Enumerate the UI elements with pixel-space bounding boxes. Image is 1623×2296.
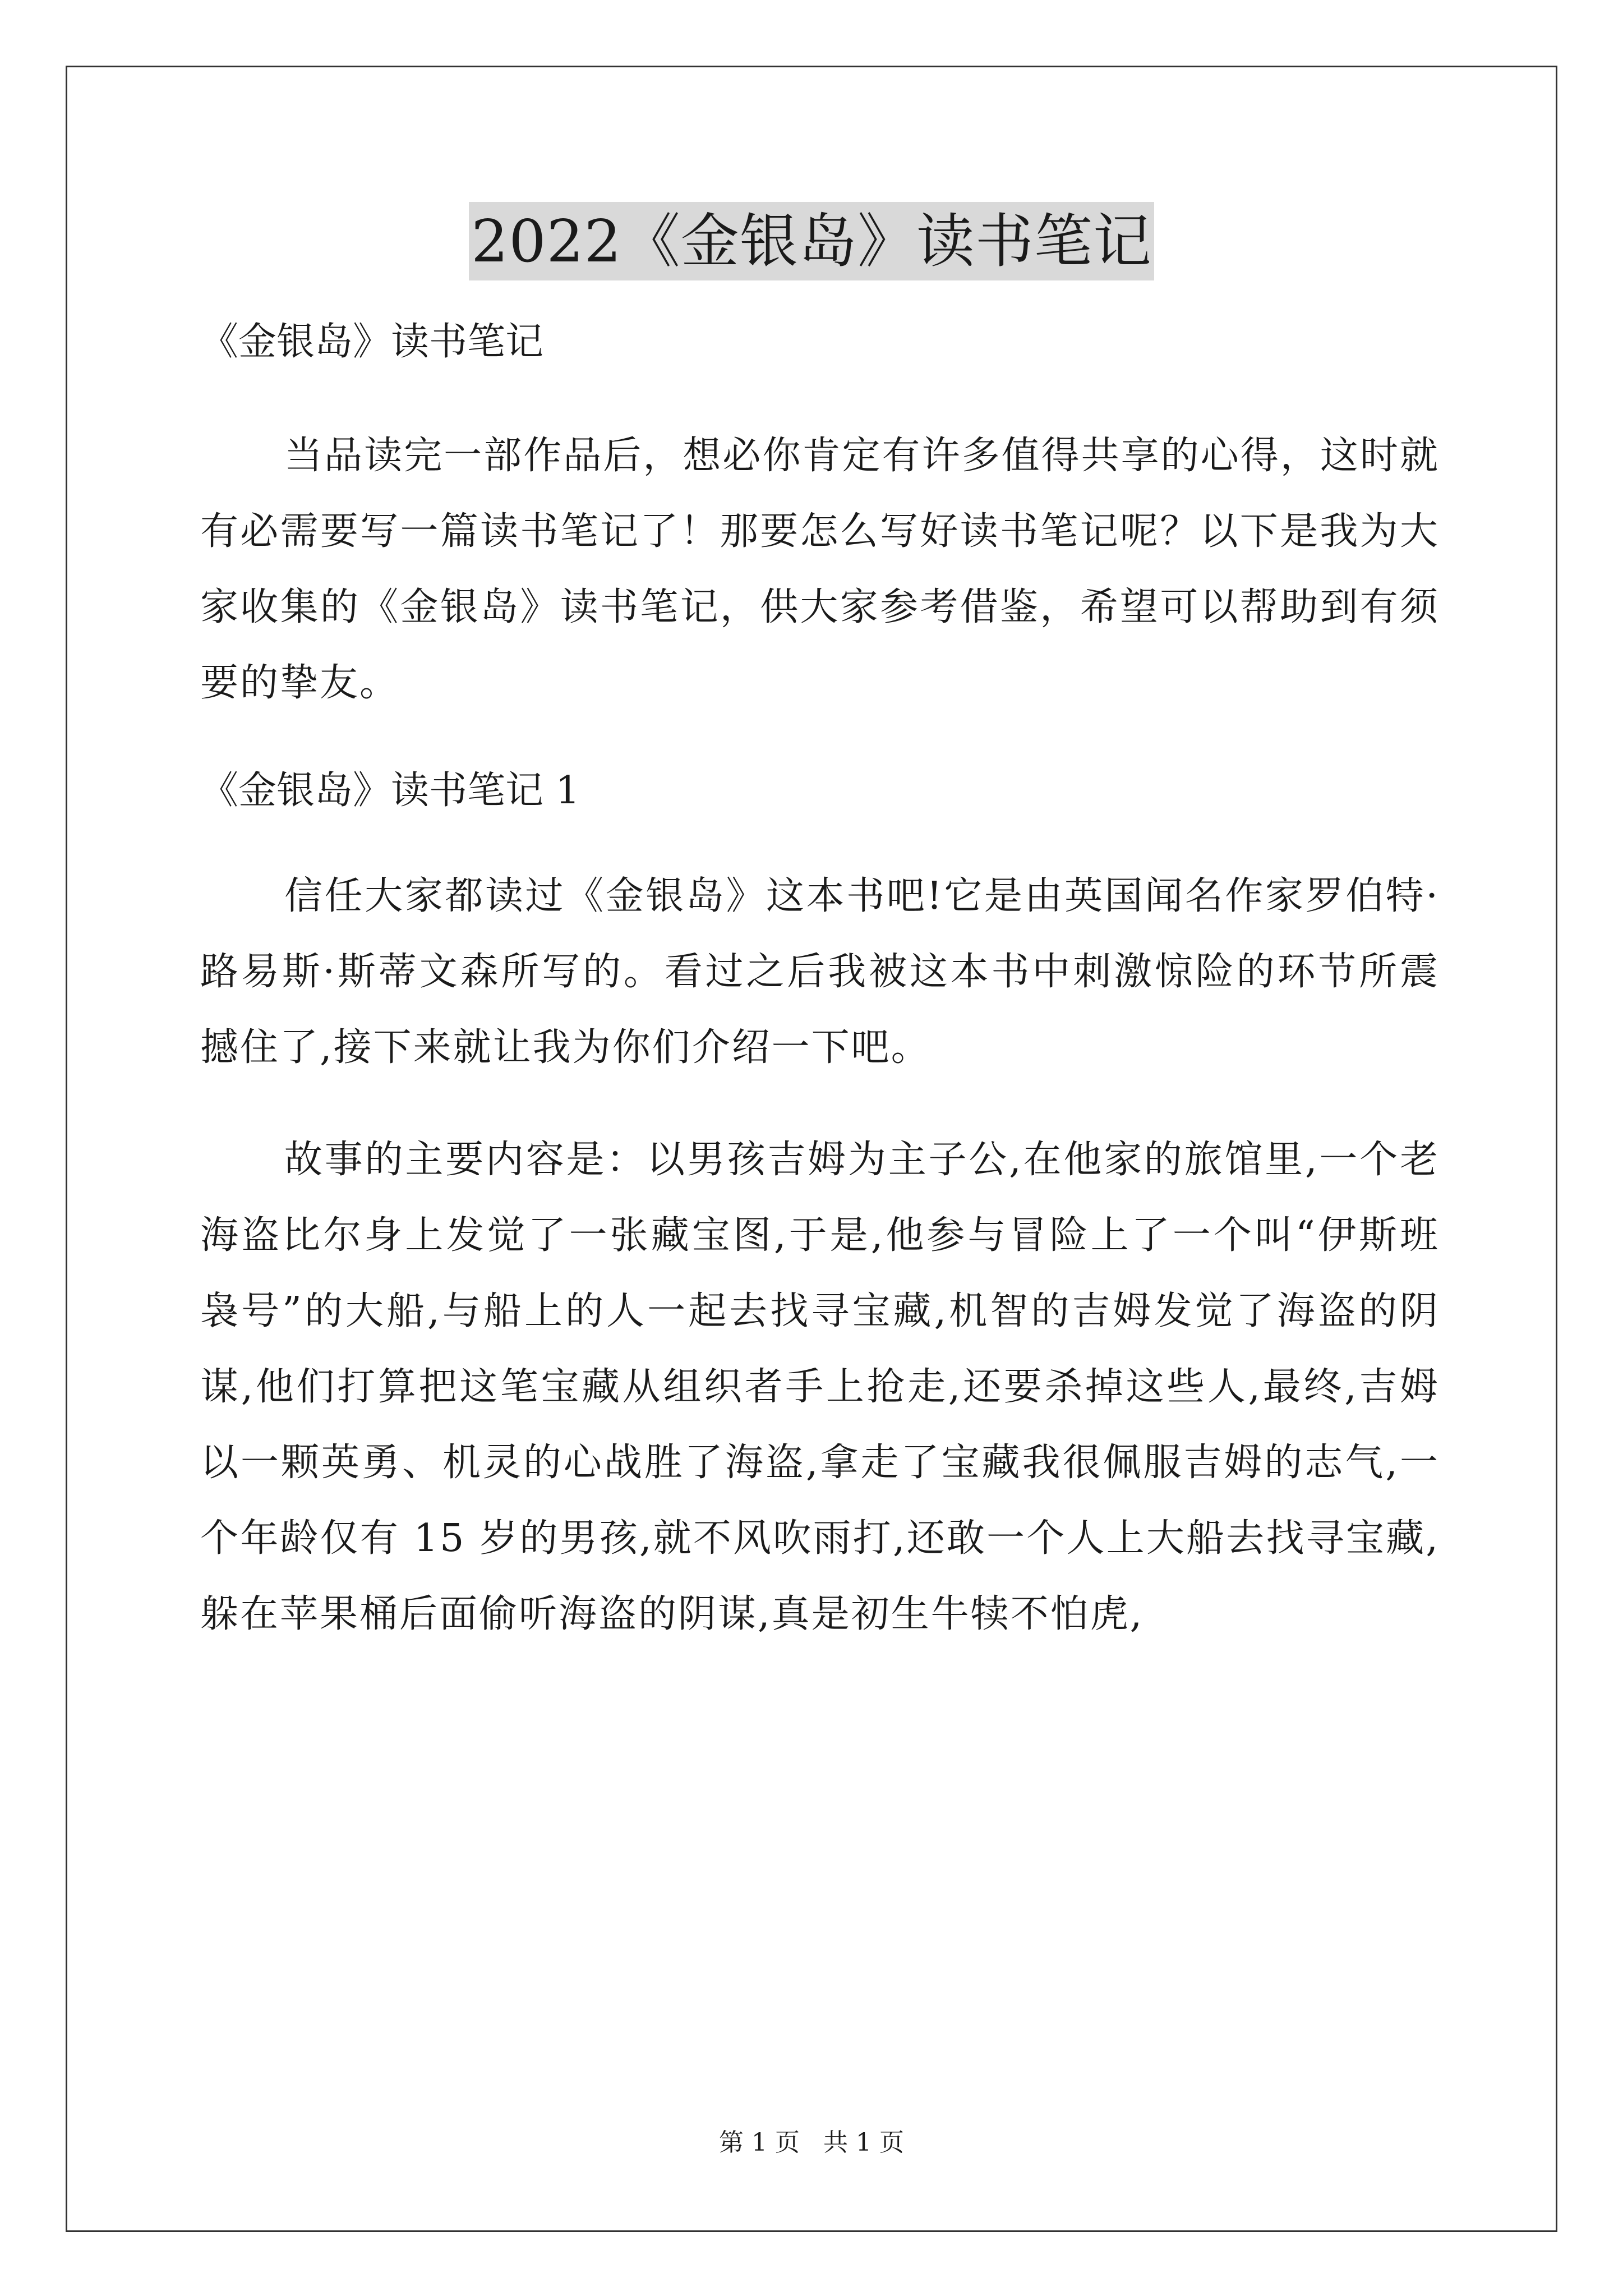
subsection-heading: 《金银岛》读书笔记 1: [200, 769, 580, 813]
page-footer: 第 1 页 共 1 页: [719, 2128, 904, 2157]
document-body: [200, 306, 1440, 1652]
section-heading: 《金银岛》读书笔记: [200, 320, 544, 364]
body-paragraph-2: 故事的主要内容是：以男孩吉姆为主子公,在他家的旅馆里,一个老海盗比尔身上发觉了一张藏宝图,于是,他参与冒险上了一个叫“伊斯班袅号”的大船,与船上的人一起去找寻宝藏,机智的吉姆发觉了海盗的阴谋,他们打算把这笔宝藏从组织者手上抢走,还要杀掉这些人,最终,吉姆以一颗英勇、机灵的心战胜了海盗,拿走了宝藏我很佩服吉姆的志气,一个年龄仅有 15 岁的男孩,就不风吹雨打,还敢一个人上大船去找寻宝藏,躲在苹果桶后面偷听海盗的阴谋,真是初生牛犊不怕虎,: [200, 1138, 1440, 1636]
intro-paragraph: 当品读完一部作品后，想必你肯定有许多值得共享的心得，这时就有必需要写一篇读书笔记了！那要怎么写好读书笔记呢？以下是我为大家收集的《金银岛》读书笔记，供大家参考借鉴，希望可以帮助到有须要的挚友。: [200, 434, 1440, 705]
body-paragraph-1: 信任大家都读过《金银岛》这本书吧!它是由英国闻名作家罗伯特·路易斯·斯蒂文森所写的。看过之后我被这本书中刺激惊险的环节所震撼住了,接下来就让我为你们介绍一下吧。: [200, 874, 1440, 1070]
document-title: 2022《金银岛》读书笔记: [469, 202, 1154, 280]
title-container: [0, 202, 1623, 280]
